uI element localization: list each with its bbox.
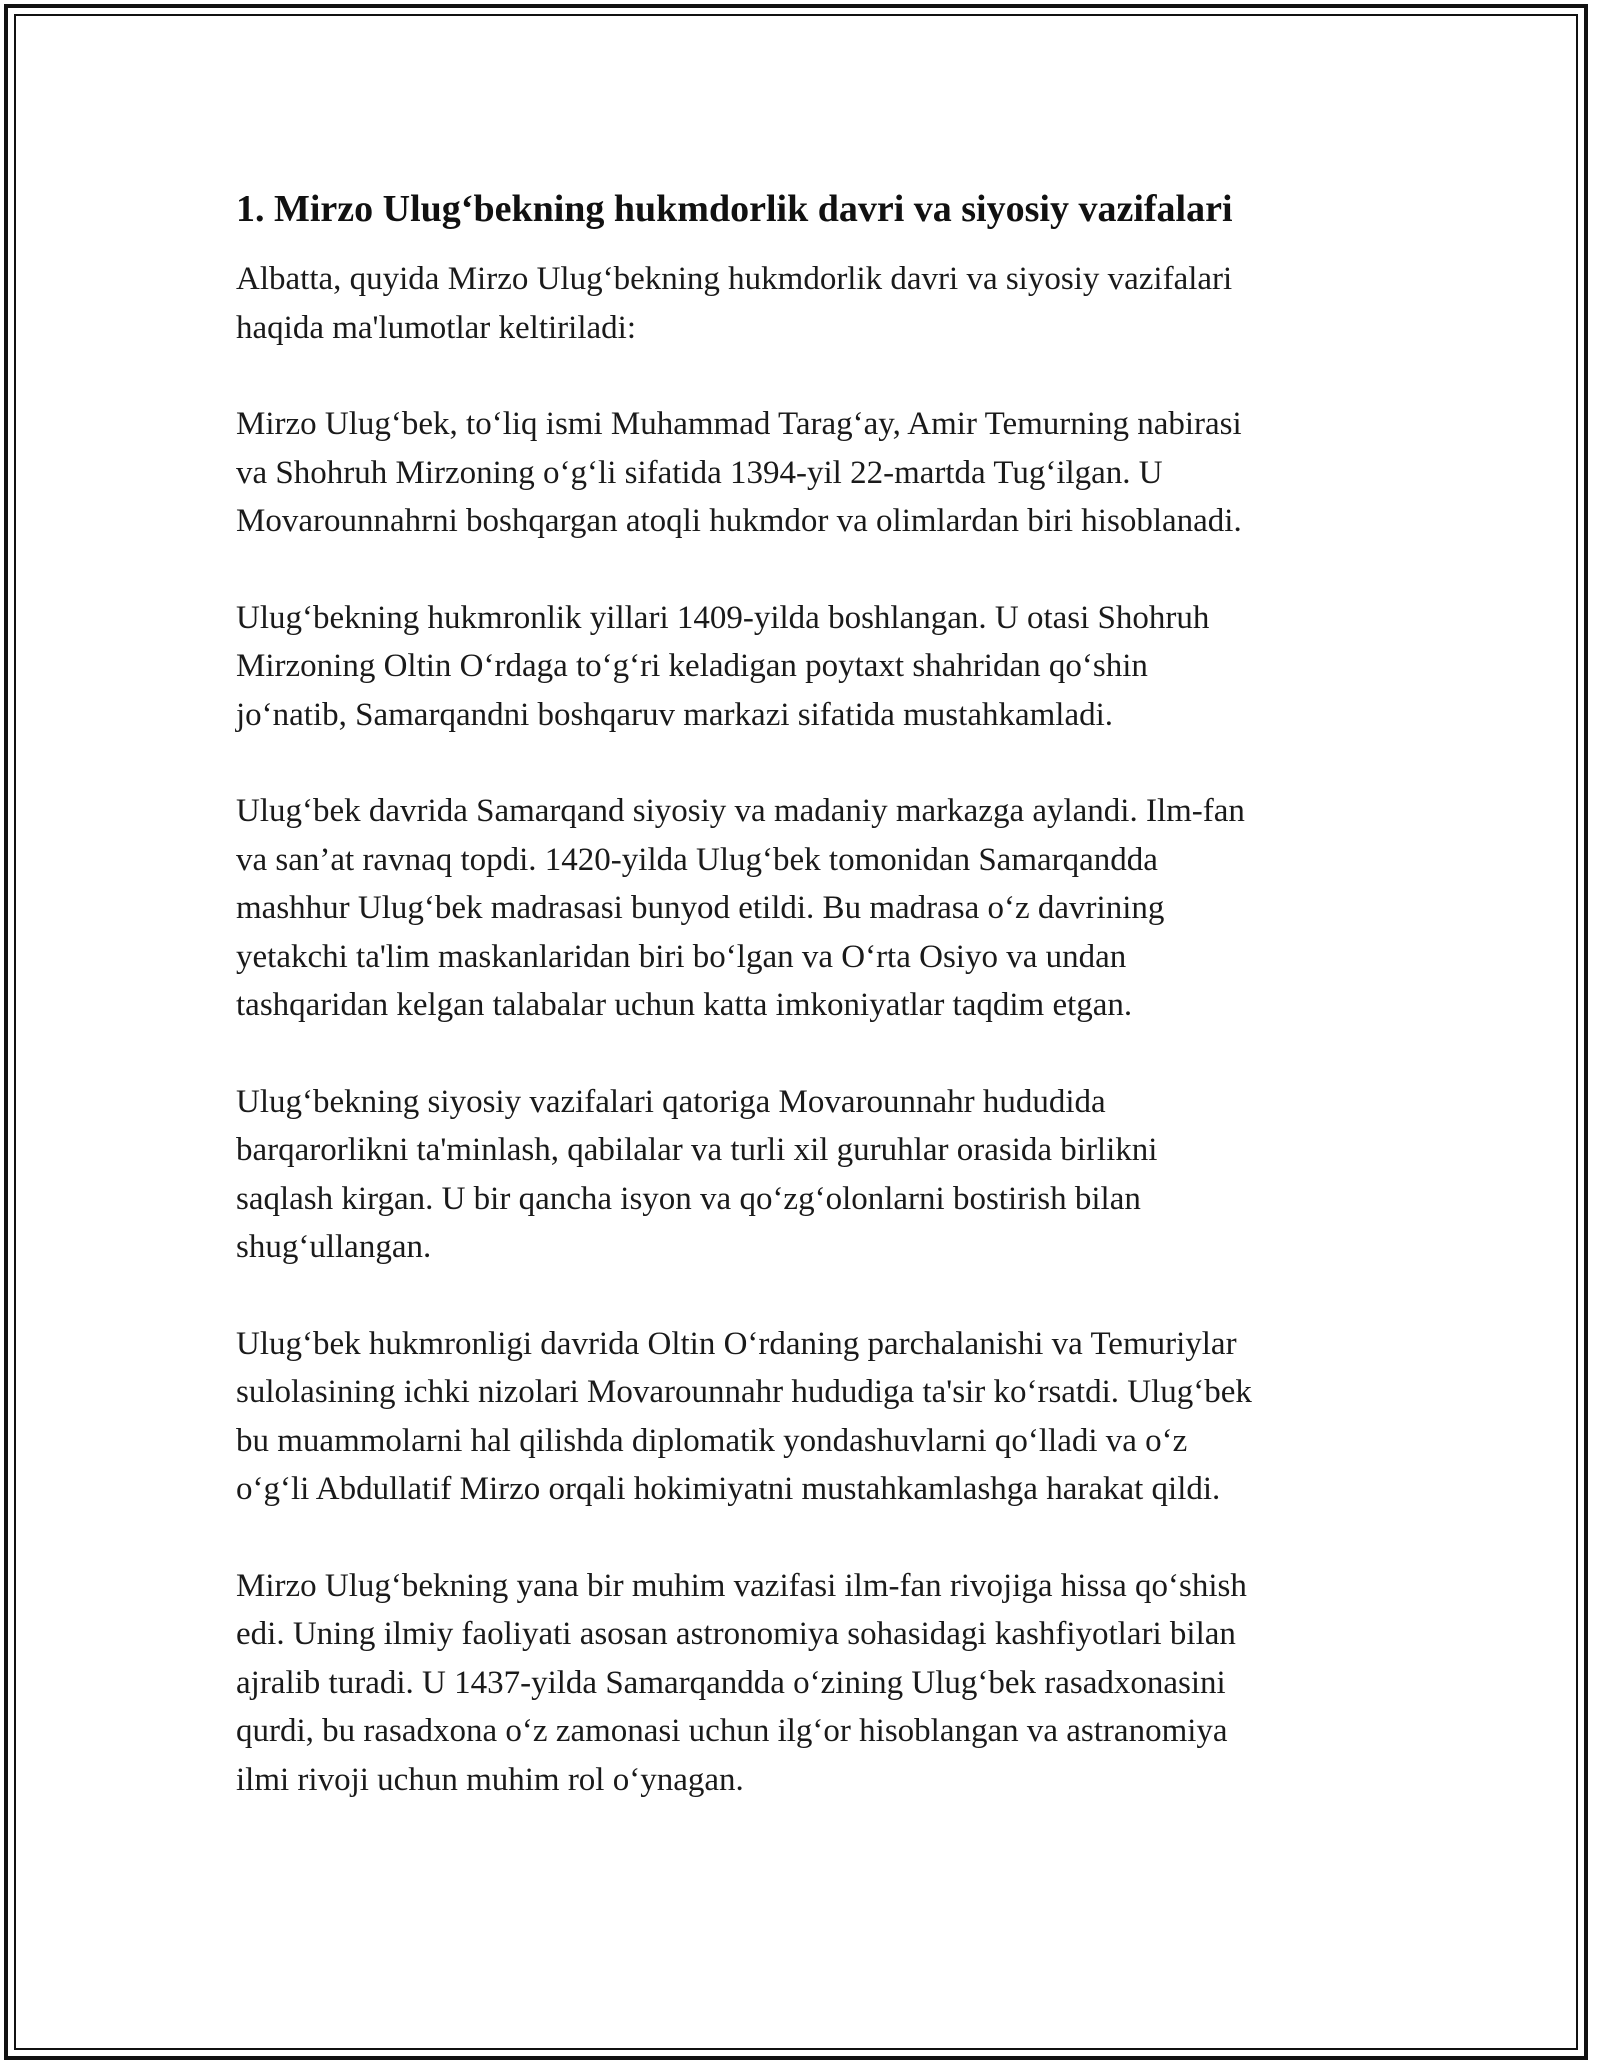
paragraph-line: Ulug‘bek hukmronligi davrida Oltin O‘rdaning parchalanishi va Temuriylar xyxy=(236,1325,1237,1362)
paragraph-samarkand-center xyxy=(236,787,1386,1030)
paragraph-line: Movarounnahrni boshqargan atoqli hukmdor va olimlardan biri hisoblanadi. xyxy=(236,503,1242,539)
paragraph-reign-start xyxy=(236,594,1386,740)
paragraph-science xyxy=(236,1562,1386,1805)
paragraph-line: va Shohruh Mirzoning o‘g‘li sifatida 1394-yil 22-martda Tug‘ilgan. U xyxy=(236,454,1163,491)
paragraph-intro xyxy=(236,255,1386,352)
paragraph-line: saqlash kirgan. U bir qancha isyon va qo‘zg‘olonlarni bostirish bilan xyxy=(236,1180,1141,1217)
section-heading: 1. Mirzo Ulug‘bekning hukmdorlik davri va siyosiy vazifalari xyxy=(236,188,1233,230)
paragraph-line: jo‘natib, Samarqandni boshqaruv markazi sifatida mustahkamladi. xyxy=(236,696,1114,733)
paragraph-biography xyxy=(236,400,1386,546)
paragraph-line: ajralib turadi. U 1437-yilda Samarqandda o‘zining Ulug‘bek rasadxonasini xyxy=(236,1664,1226,1701)
paragraph-line: Ulug‘bekning siyosiy vazifalari qatoriga Movarounnahr hududida xyxy=(236,1083,1106,1120)
paragraph-line: edi. Uning ilmiy faoliyati asosan astronomiya sohasidagi kashfiyotlari bilan xyxy=(236,1616,1236,1652)
paragraph-line: Mirzoning Oltin O‘rdaga to‘g‘ri keladigan poytaxt shahridan qo‘shin xyxy=(236,648,1148,684)
paragraph-line: tashqaridan kelgan talabalar uchun katta imkoniyatlar taqdim etgan. xyxy=(236,987,1133,1023)
paragraph-line: barqarorlikni ta'minlash, qabilalar va turli xil guruhlar orasida birlikni xyxy=(236,1132,1158,1168)
paragraph-line: o‘g‘li Abdullatif Mirzo orqali hokimiyatni mustahkamlashga harakat qildi. xyxy=(236,1471,1221,1507)
paragraph-line: yetakchi ta'lim maskanlaridan biri bo‘lgan va O‘rta Osiyo va undan xyxy=(236,938,1127,975)
paragraph-line: bu muammolarni hal qilishda diplomatik yondashuvlarni qo‘lladi va o‘z xyxy=(236,1422,1188,1459)
paragraph-diplomacy xyxy=(236,1320,1386,1514)
paragraph-line: Mirzo Ulug‘bek, to‘liq ismi Muhammad Tarag‘ay, Amir Temurning nabirasi xyxy=(236,406,1242,442)
paragraph-political-duties xyxy=(236,1078,1386,1272)
paragraph-line: shug‘ullangan. xyxy=(236,1229,432,1265)
paragraph-line: Mirzo Ulug‘bekning yana bir muhim vazifasi ilm-fan rivojiga hissa qo‘shish xyxy=(236,1567,1247,1604)
paragraph-line: haqida ma'lumotlar keltiriladi: xyxy=(236,309,636,346)
paragraph-line: Ulug‘bek davrida Samarqand siyosiy va madaniy markazga aylandi. Ilm-fan xyxy=(236,793,1245,829)
paragraph-line: sulolasining ichki nizolari Movarounnahr hududiga ta'sir ko‘rsatdi. Ulug‘bek xyxy=(236,1374,1252,1410)
paragraph-line: mashhur Ulug‘bek madrasasi bunyod etildi. Bu madrasa o‘z davrining xyxy=(236,890,1165,926)
document-body xyxy=(236,185,1386,1852)
paragraph-line: va san’at ravnaq topdi. 1420-yilda Ulug‘bek tomonidan Samarqandda xyxy=(236,841,1158,878)
paragraph-line: ilmi rivoji uchun muhim rol o‘ynagan. xyxy=(236,1761,744,1798)
paragraph-line: Ulug‘bekning hukmronlik yillari 1409-yilda boshlangan. U otasi Shohruh xyxy=(236,599,1210,636)
paragraph-line: qurdi, bu rasadxona o‘z zamonasi uchun ilg‘or hisoblangan va astranomiya xyxy=(236,1713,1228,1749)
paragraph-line: Albatta, quyida Mirzo Ulug‘bekning hukmdorlik davri va siyosiy vazifalari xyxy=(236,261,1233,297)
